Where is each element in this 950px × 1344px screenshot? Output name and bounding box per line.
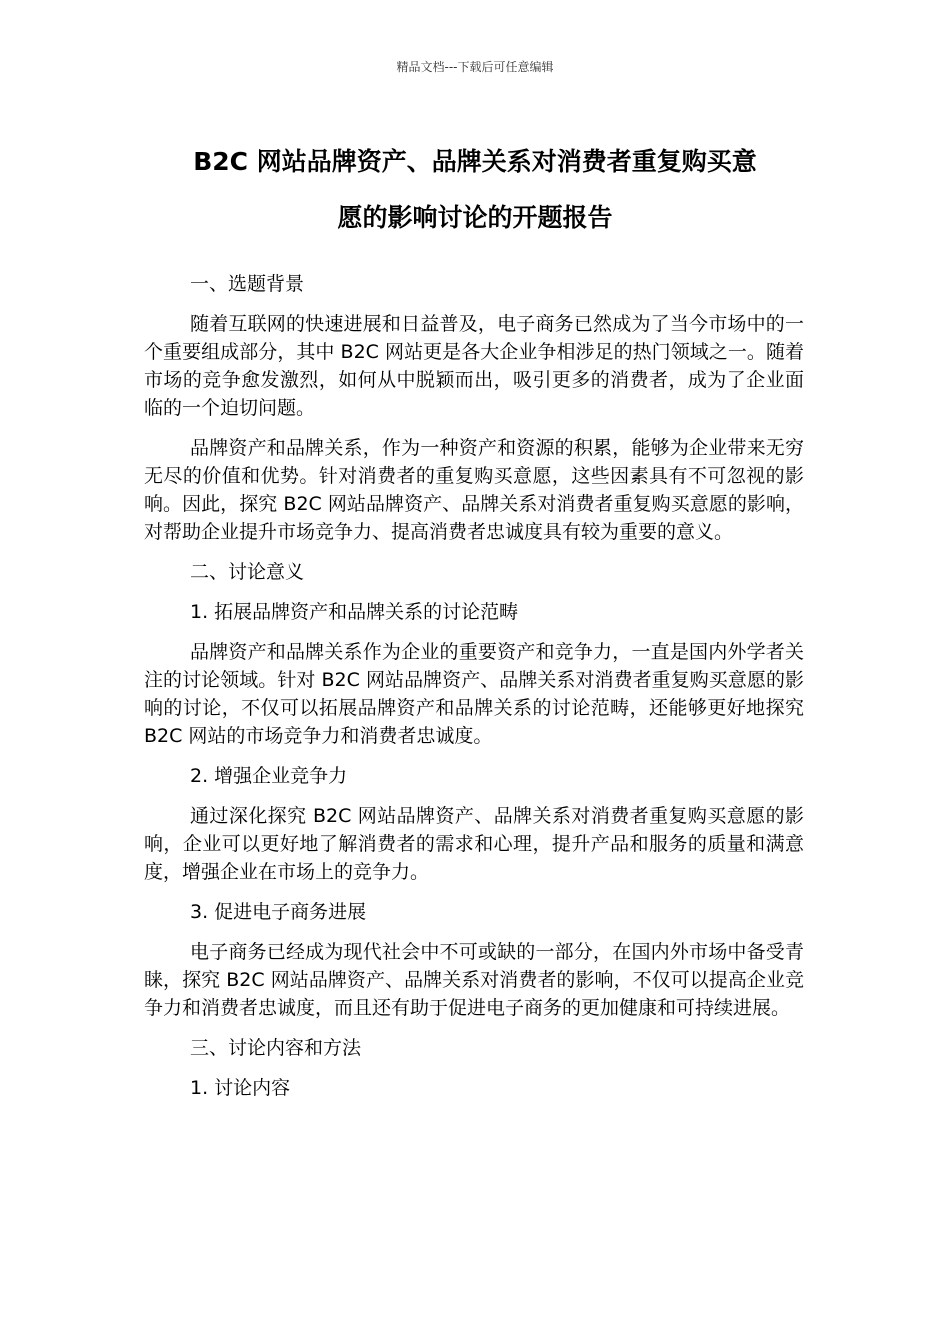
header-note: 精品文档---下载后可任意编辑 [396,60,554,74]
document-title [120,134,830,246]
section-heading-background: 一、选题背景 [190,273,305,295]
section-heading-significance: 二、讨论意义 [190,561,305,583]
paragraph-background-1: 随着互联网的快速进展和日益普及，电子商务已然成为了当今市场中的一个重要组成部分，其中 B2C 网站更是各大企业争相涉足的热门领域之一。随着市场的竞争愈发激烈，如何从中脱颖而出，吸引更多的消费者，成为了企业面临的一个迫切问题。 [144,313,804,419]
paragraph-background-2: 品牌资产和品牌关系，作为一种资产和资源的积累，能够为企业带来无穷无尽的价值和优势。针对消费者的重复购买意愿，这些因素具有不可忽视的影响。因此，探究 B2C 网站品牌资产、品牌关系对消费者重复购买意愿的影响，对帮助企业提升市场竞争力、提高消费者忠诚度具有较为重要的意义。 [144,437,804,543]
subheading-significance-1: 1. 拓展品牌资产和品牌关系的讨论范畴 [190,601,519,623]
subheading-content-1: 1. 讨论内容 [190,1077,291,1099]
paragraph-significance-1: 品牌资产和品牌关系作为企业的重要资产和竞争力，一直是国内外学者关注的讨论领域。针对 B2C 网站品牌资产、品牌关系对消费者重复购买意愿的影响的讨论，不仅可以拓展品牌资产和品牌关系的讨论范畴，还能够更好地探究 B2C 网站的市场竞争力和消费者忠诚度。 [144,641,804,747]
title-line-2: 愿的影响讨论的开题报告 [337,203,613,232]
paragraph-significance-2: 通过深化探究 B2C 网站品牌资产、品牌关系对消费者重复购买意愿的影响，企业可以更好地了解消费者的需求和心理，提升产品和服务的质量和满意度，增强企业在市场上的竞争力。 [144,805,804,883]
title-line-1: B2C 网站品牌资产、品牌关系对消费者重复购买意 [193,147,757,176]
subheading-significance-2: 2. 增强企业竞争力 [190,765,348,787]
document-body [144,270,804,1114]
paragraph-significance-3: 电子商务已经成为现代社会中不可或缺的一部分，在国内外市场中备受青睐，探究 B2C 网站品牌资产、品牌关系对消费者的影响，不仅可以提高企业竞争力和消费者忠诚度，而且还有助于促进电子商务的更加健康和可持续进展。 [144,941,804,1019]
subheading-significance-3: 3. 促进电子商务进展 [190,901,367,923]
section-heading-content-methods: 三、讨论内容和方法 [190,1037,362,1059]
